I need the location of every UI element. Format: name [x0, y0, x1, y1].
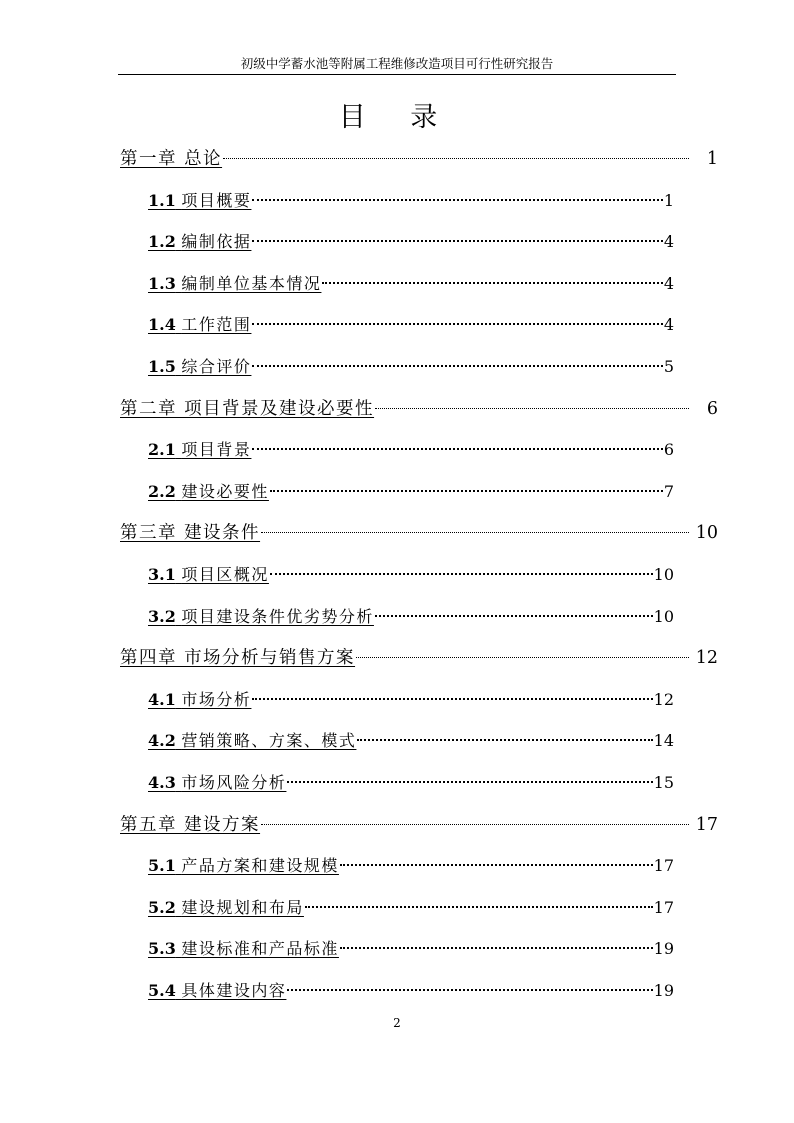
- toc-section-title: 产品方案和建设规模: [181, 856, 339, 875]
- toc-page-number: 7: [663, 482, 674, 501]
- toc-page-number: 17: [653, 856, 674, 875]
- toc-section-entry[interactable]: [148, 770, 674, 796]
- toc-section-title: 具体建设内容: [181, 981, 287, 1000]
- toc-entry-label[interactable]: [148, 479, 269, 505]
- toc-section-number: 4.1: [148, 690, 176, 709]
- toc-section-entry[interactable]: [148, 229, 674, 255]
- toc-dot-leader: [305, 906, 653, 908]
- toc-dot-leader: [270, 490, 663, 492]
- toc-page-number: 1: [663, 191, 674, 210]
- toc-section-number: 1.5: [148, 357, 176, 376]
- toc-dot-leader: [356, 657, 689, 658]
- toc-entry-label[interactable]: 第四章 市场分析与销售方案: [120, 648, 356, 668]
- toc-entry-label[interactable]: [148, 437, 251, 463]
- toc-section-number: 3.2: [148, 607, 176, 626]
- toc-section-entry[interactable]: [148, 479, 674, 505]
- toc-section-entry[interactable]: [148, 354, 674, 380]
- page-number: 2: [393, 1016, 401, 1030]
- toc-section-entry[interactable]: [148, 604, 674, 630]
- toc-dot-leader: [340, 947, 653, 949]
- toc-chapter-entry[interactable]: [120, 520, 718, 546]
- toc-entry-label[interactable]: [148, 271, 321, 297]
- toc-page-number: 10: [695, 523, 718, 543]
- toc-dot-leader: [252, 698, 652, 700]
- toc-section-title: 项目概要: [181, 191, 252, 210]
- toc-chapter-entry[interactable]: [120, 812, 718, 838]
- toc-section-number: 2.1: [148, 440, 176, 459]
- toc-page-number: 6: [663, 440, 674, 459]
- toc-section-entry[interactable]: [148, 188, 674, 214]
- toc-entry-label[interactable]: [148, 853, 339, 879]
- toc-section-entry[interactable]: [148, 978, 674, 1004]
- toc-section-title: 项目建设条件优劣势分析: [181, 607, 374, 626]
- toc-dot-leader: [270, 573, 653, 575]
- toc-section-number: 3.1: [148, 565, 176, 584]
- toc-section-number: 5.2: [148, 898, 176, 917]
- toc-section-title: 市场风险分析: [181, 773, 287, 792]
- toc-section-title: 综合评价: [181, 357, 252, 376]
- toc-section-number: 2.2: [148, 482, 176, 501]
- toc-dot-leader: [375, 408, 689, 409]
- toc-dot-leader: [287, 781, 652, 783]
- toc-entry-label[interactable]: [148, 978, 286, 1004]
- toc-entry-label[interactable]: [148, 604, 374, 630]
- toc-dot-leader: [261, 532, 689, 533]
- toc-section-entry[interactable]: [148, 895, 674, 921]
- toc-section-title: 项目背景: [181, 440, 252, 459]
- toc-page-number: 12: [695, 648, 718, 668]
- toc-section-entry[interactable]: [148, 437, 674, 463]
- toc-section-title: 建设必要性: [181, 482, 269, 501]
- toc-dot-leader: [252, 323, 662, 325]
- toc-section-number: 1.4: [148, 315, 176, 334]
- toc-page-number: 19: [653, 939, 674, 958]
- toc-chapter-entry[interactable]: [120, 146, 718, 172]
- toc-dot-leader: [357, 739, 652, 741]
- toc-entry-label[interactable]: [148, 188, 251, 214]
- toc-dot-leader: [287, 989, 652, 991]
- toc-chapter-entry[interactable]: [120, 396, 718, 422]
- toc-section-entry[interactable]: [148, 687, 674, 713]
- toc-section-number: 5.3: [148, 939, 176, 958]
- toc-page-number: 17: [653, 898, 674, 917]
- toc-entry-label[interactable]: 第五章 建设方案: [120, 815, 261, 835]
- header-rule: [118, 74, 676, 75]
- toc-dot-leader: [252, 365, 662, 367]
- toc-section-title: 编制依据: [181, 232, 252, 251]
- toc-dot-leader: [340, 864, 653, 866]
- toc-page-number: 5: [663, 357, 674, 376]
- toc-page-number: 19: [653, 981, 674, 1000]
- toc-entry-label[interactable]: [148, 687, 251, 713]
- toc-title: 目 录: [338, 102, 456, 133]
- toc-page-number: 4: [663, 315, 674, 334]
- toc-section-title: 工作范围: [181, 315, 252, 334]
- toc-section-number: 5.1: [148, 856, 176, 875]
- toc-dot-leader: [223, 158, 689, 159]
- toc-dot-leader: [252, 448, 662, 450]
- toc-page-number: 10: [653, 565, 674, 584]
- toc-section-entry[interactable]: [148, 312, 674, 338]
- toc-section-number: 1.1: [148, 191, 176, 210]
- toc-page-number: 1: [706, 149, 718, 169]
- running-header: 初级中学蓄水池等附属工程维修改造项目可行性研究报告: [240, 56, 554, 71]
- toc-entry-label[interactable]: [148, 936, 339, 962]
- toc-page-number: 4: [663, 274, 674, 293]
- toc-page-number: 14: [653, 731, 674, 750]
- toc-dot-leader: [375, 615, 653, 617]
- toc-entry-label[interactable]: [148, 770, 286, 796]
- toc-section-entry[interactable]: [148, 853, 674, 879]
- toc-page-number: 4: [663, 232, 674, 251]
- toc-chapter-entry[interactable]: [120, 645, 718, 671]
- toc-entry-label[interactable]: [148, 562, 269, 588]
- toc-section-number: 4.2: [148, 731, 176, 750]
- toc-entry-label[interactable]: [148, 728, 356, 754]
- toc-section-entry[interactable]: [148, 936, 674, 962]
- toc-section-title: 建设标准和产品标准: [181, 939, 339, 958]
- toc-section-title: 营销策略、方案、模式: [181, 731, 357, 750]
- toc-dot-leader: [252, 240, 662, 242]
- toc-section-title: 编制单位基本情况: [181, 274, 322, 293]
- toc-dot-leader: [252, 199, 662, 201]
- toc-section-title: 市场分析: [181, 690, 252, 709]
- toc-section-number: 4.3: [148, 773, 176, 792]
- toc-entry-label[interactable]: [148, 354, 251, 380]
- toc-page-number: 6: [706, 399, 718, 419]
- toc-section-number: 1.2: [148, 232, 176, 251]
- toc-entry-label[interactable]: 第二章 项目背景及建设必要性: [120, 399, 375, 419]
- toc-entry-label[interactable]: [148, 229, 251, 255]
- toc-section-entry[interactable]: [148, 271, 674, 297]
- toc-section-entry[interactable]: [148, 728, 674, 754]
- toc-entry-label[interactable]: [148, 312, 251, 338]
- toc-page-number: 12: [653, 690, 674, 709]
- toc-entry-label[interactable]: 第三章 建设条件: [120, 523, 261, 543]
- toc-section-title: 项目区概况: [181, 565, 269, 584]
- toc-entry-label[interactable]: [148, 895, 304, 921]
- toc-page-number: 10: [653, 607, 674, 626]
- toc-section-number: 1.3: [148, 274, 176, 293]
- toc-page-number: 15: [653, 773, 674, 792]
- toc-dot-leader: [322, 282, 662, 284]
- toc-section-entry[interactable]: [148, 562, 674, 588]
- toc-entry-label[interactable]: 第一章 总论: [120, 149, 223, 169]
- toc-page-number: 17: [695, 815, 718, 835]
- toc-dot-leader: [261, 824, 689, 825]
- toc-section-title: 建设规划和布局: [181, 898, 304, 917]
- toc-section-number: 5.4: [148, 981, 176, 1000]
